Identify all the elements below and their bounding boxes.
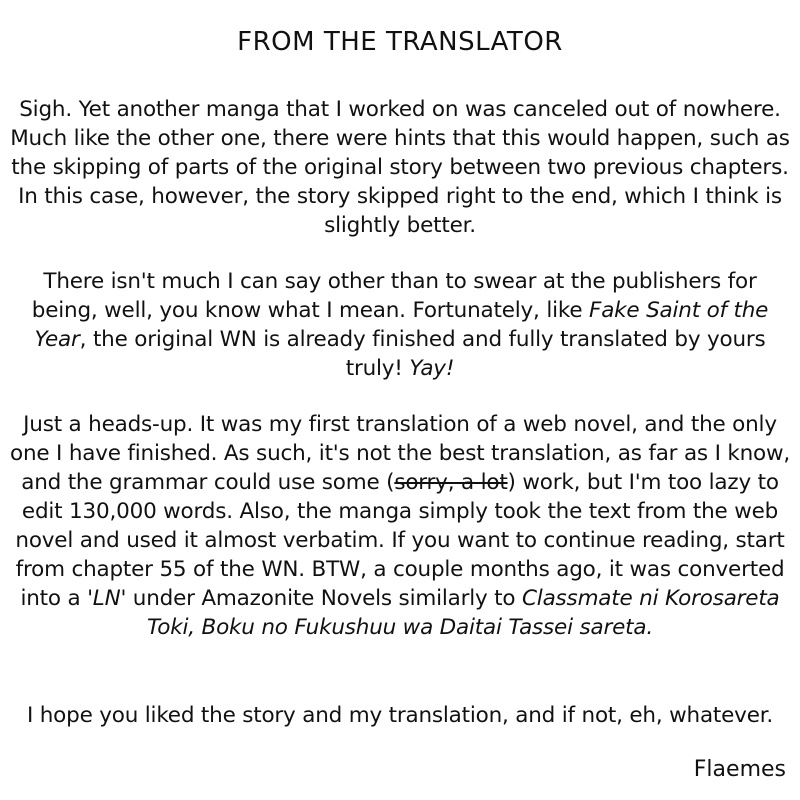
paragraph-publishers (10, 267, 790, 383)
paragraph-heads-up (10, 410, 790, 642)
paragraph-publishers-text-2: , the original WN is already finished and fully translated by yours truly! (79, 327, 766, 381)
classmate-title: Classmate ni Korosareta Toki, Boku no Fukushuu wa Daitai Tassei sareta. (147, 586, 780, 640)
fake-saint-title: Fake Saint of the Year (34, 298, 769, 352)
paragraph-heads-up-text-1: Just a heads-up. It was my first translation of a web novel, and the only one I have finished. As such, it's not the best translation, as far as I know, and the grammar could use some ( (10, 412, 790, 495)
paragraph-closing: I hope you liked the story and my translation, and if not, eh, whatever. (26, 703, 774, 728)
ln-label: 'LN' (87, 586, 127, 611)
translator-signature: Flaemes (693, 757, 786, 782)
paragraph-publishers-text-1: There isn't much I can say other than to swear at the publishers for being, well, you know what I mean. Fortunately, like (31, 269, 757, 323)
strikethrough-note: sorry, a lot (394, 470, 508, 495)
paragraph-heads-up-text-2: ) work, but I'm too lazy to edit 130,000 words. Also, the manga simply took the text from the web novel and used it almost verbatim. If you want to continue reading, start from chapter 55 of the WN. BTW, a couple months ago, it was converted into a (15, 470, 785, 611)
yay-exclamation: Yay! (409, 356, 455, 381)
paragraph-cancellation: Sigh. Yet another manga that I worked on was canceled out of nowhere. Much like the other one, there were hints that this would happen, such as the skipping of parts of the original story between two previous chapters. In this case, however, the story skipped right to the end, which I think is slightly better. (10, 97, 790, 238)
paragraph-heads-up-text-3: under Amazonite Novels similarly to (126, 586, 522, 611)
page-title: FROM THE TRANSLATOR (237, 27, 563, 57)
